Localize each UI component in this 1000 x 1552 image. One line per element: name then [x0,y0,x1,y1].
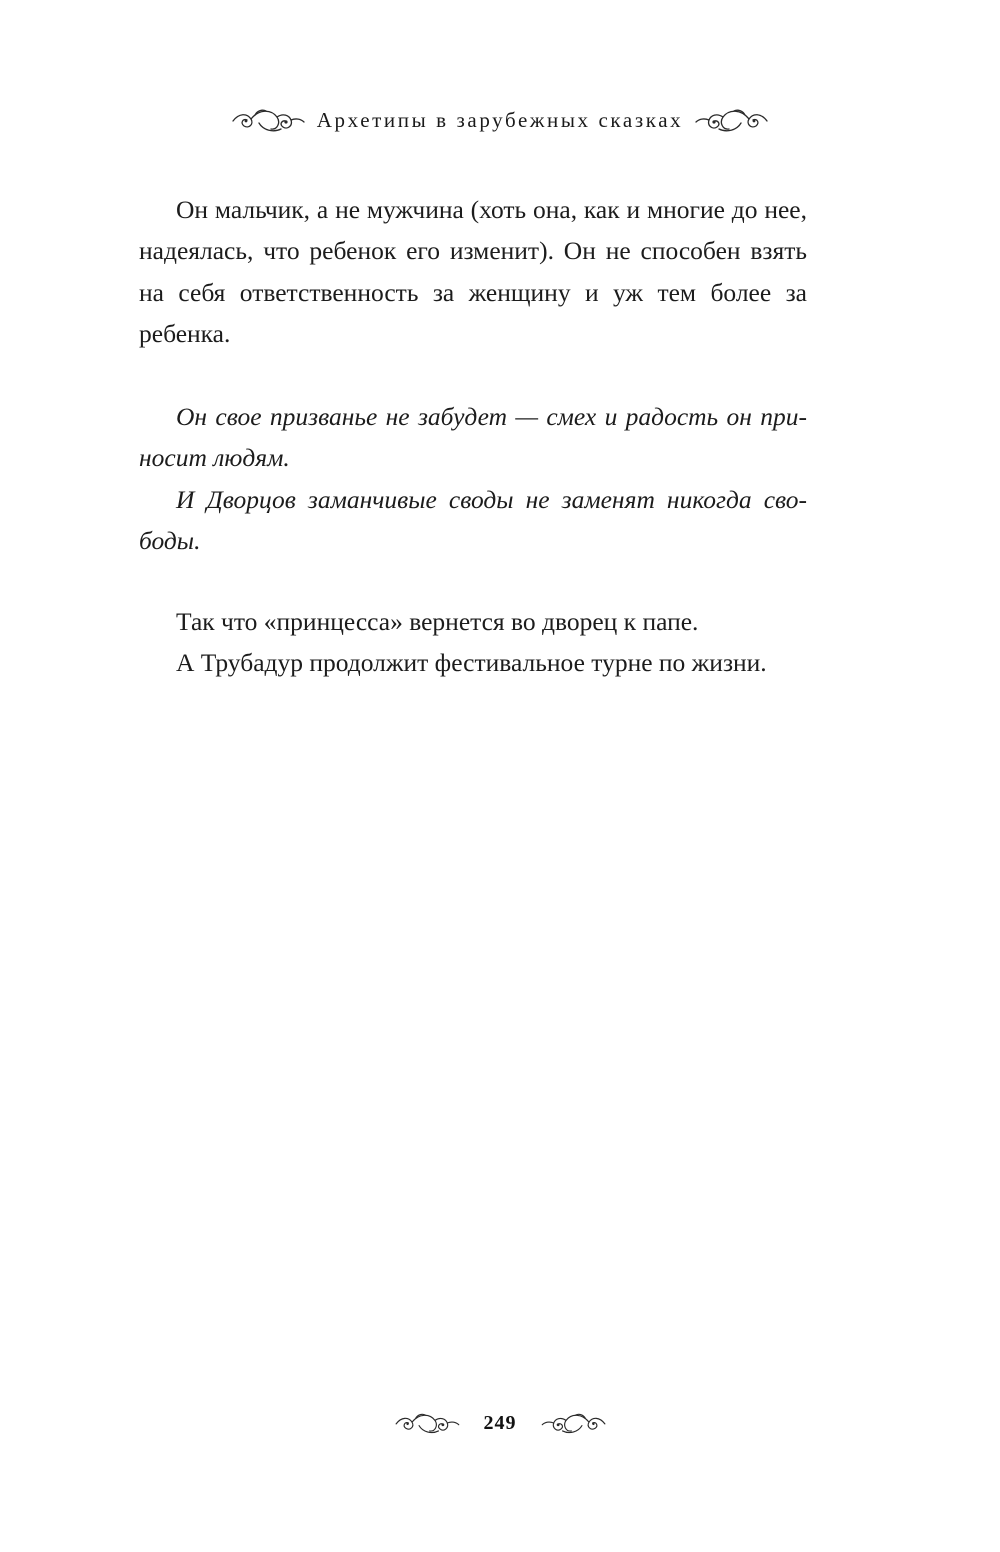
verse-quote [139,396,807,561]
floral-flourish-icon [535,1408,613,1438]
floral-flourish-icon [229,103,307,137]
floral-flourish-icon [388,1408,466,1438]
running-header [0,98,1000,142]
prose-section-1 [139,189,807,354]
verse-line: И Дворцов заманчивые своды не заменят никогда свободы. [139,484,807,555]
paragraph: А Трубадур продолжит фестивальное турне по жизни. [176,648,767,678]
page-footer [0,1403,1000,1443]
running-header-title: Архетипы в зарубежных сказках [316,107,684,132]
page-number: 249 [483,1411,517,1434]
floral-flourish-icon [693,103,771,137]
verse-line: Он свое призванье не забудет — смех и радость он приносит людям. [139,402,807,473]
prose-section-2 [139,601,807,684]
paragraph: Так что «принцесса» вернется во дворец к папе. [176,607,699,636]
paragraph: Он мальчик, а не мужчина (хоть она, как и многие до нее, надеялась, что ребенок его изменит). Он не способен взять на себя ответственность за женщину и уж тем более за ребенка. [139,195,807,348]
